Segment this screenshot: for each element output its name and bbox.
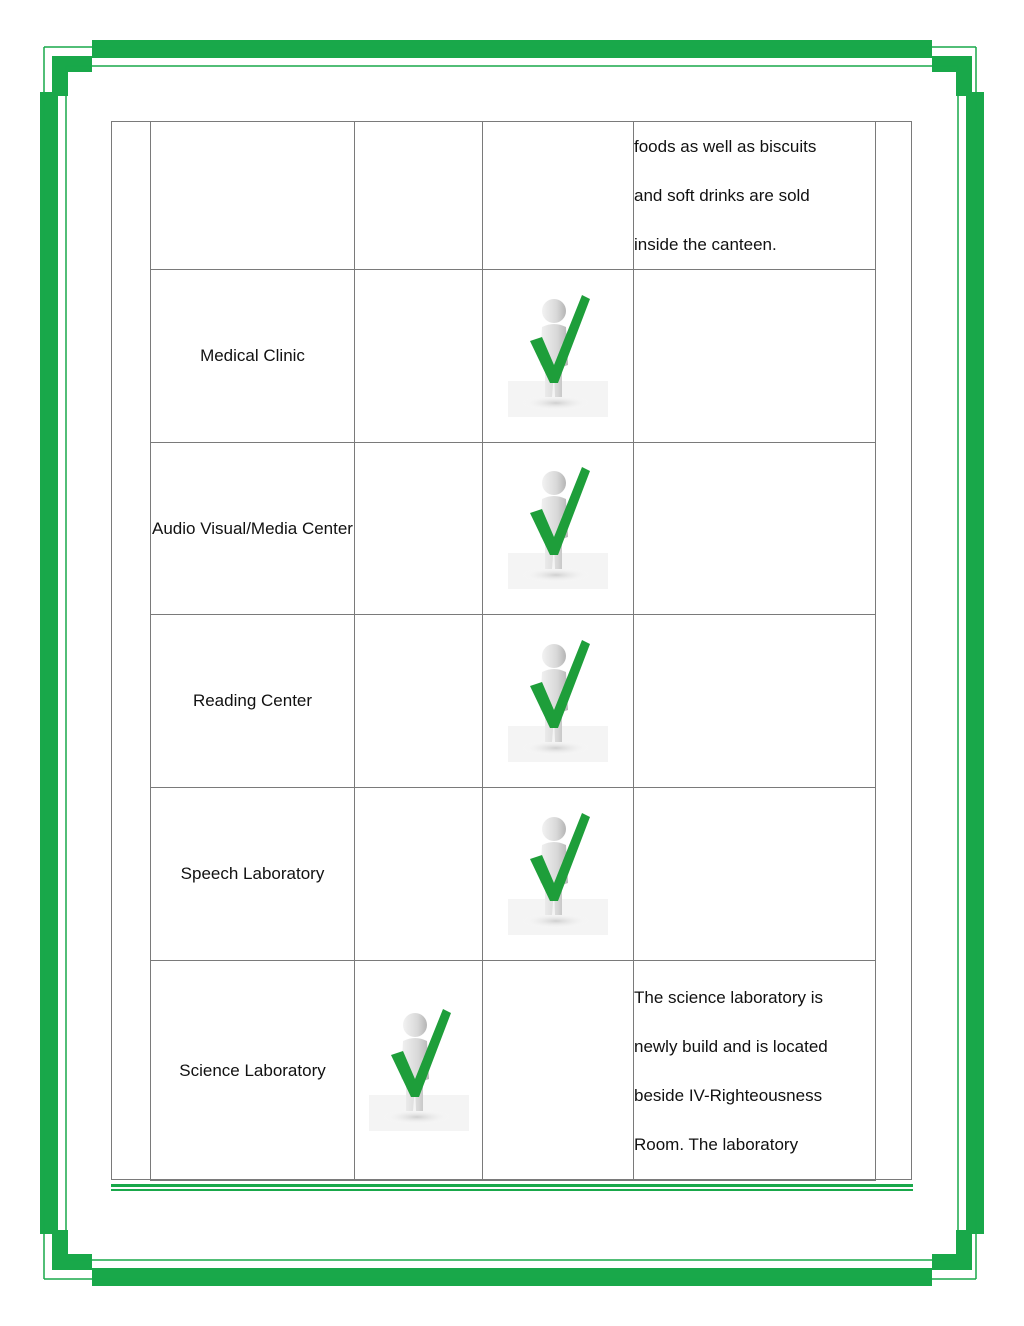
facility-name-cell: Audio Visual/Media Center bbox=[151, 443, 355, 615]
table-row bbox=[151, 961, 876, 1181]
facility-name-cell: Science Laboratory bbox=[151, 961, 355, 1181]
remark-line: Room. The laboratory bbox=[634, 1134, 799, 1154]
check-cell bbox=[355, 615, 483, 788]
facility-name-cell bbox=[151, 122, 355, 270]
table-row bbox=[151, 270, 876, 443]
facility-name-cell: Speech Laboratory bbox=[151, 788, 355, 961]
check-cell bbox=[483, 270, 634, 443]
remark-line: The science laboratory is bbox=[634, 987, 823, 1007]
remark-line: beside IV-Righteousness bbox=[634, 1085, 823, 1105]
check-cell bbox=[483, 615, 634, 788]
person-with-checkmark-icon bbox=[508, 461, 608, 591]
facility-name-cell: Reading Center bbox=[151, 615, 355, 788]
remarks-cell bbox=[634, 443, 876, 615]
person-with-checkmark-icon bbox=[369, 1003, 469, 1133]
person-with-checkmark-icon bbox=[508, 634, 608, 764]
table-row bbox=[151, 443, 876, 615]
check-cell bbox=[483, 122, 634, 270]
remarks-cell bbox=[634, 788, 876, 961]
check-cell bbox=[355, 443, 483, 615]
table-row bbox=[151, 615, 876, 788]
check-cell bbox=[355, 122, 483, 270]
check-cell bbox=[355, 788, 483, 961]
check-cell bbox=[483, 788, 634, 961]
facilities-table bbox=[150, 121, 876, 1181]
remark-line: newly build and is located bbox=[634, 1036, 828, 1056]
facilities-table-wrapper bbox=[150, 121, 875, 1180]
person-with-checkmark-icon bbox=[508, 289, 608, 419]
bottom-rule-thin bbox=[111, 1189, 913, 1191]
check-cell bbox=[355, 270, 483, 443]
remarks-cell bbox=[634, 615, 876, 788]
remark-line: and soft drinks are sold bbox=[634, 186, 810, 205]
table-row bbox=[151, 788, 876, 961]
facility-name-cell: Medical Clinic bbox=[151, 270, 355, 443]
check-cell bbox=[483, 961, 634, 1181]
check-cell bbox=[483, 443, 634, 615]
remark-line: inside the canteen. bbox=[634, 235, 777, 254]
remarks-cell bbox=[634, 961, 876, 1181]
remarks-cell bbox=[634, 122, 876, 270]
table-row bbox=[151, 122, 876, 270]
remarks-cell bbox=[634, 270, 876, 443]
check-cell bbox=[355, 961, 483, 1181]
person-with-checkmark-icon bbox=[508, 807, 608, 937]
remark-line: foods as well as biscuits bbox=[634, 137, 817, 156]
bottom-rule-thick bbox=[111, 1184, 913, 1187]
